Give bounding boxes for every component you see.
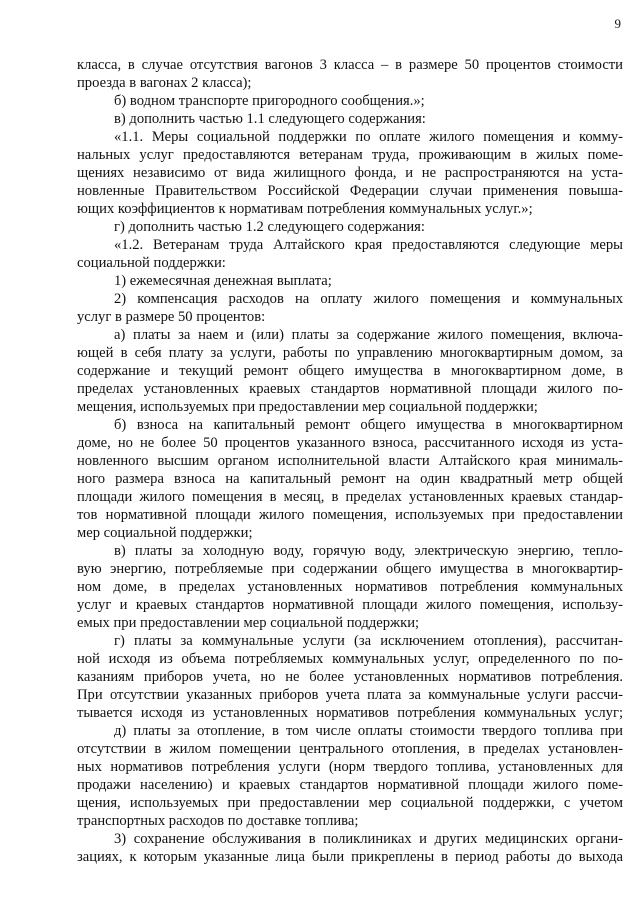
text-line: казаниям приборов учета, но не более установленных нормативов потребления. — [77, 669, 623, 685]
text-line: отсутствии в жилом помещении центрального отопления, в пределах установлен- — [77, 741, 623, 757]
text-line: 2) компенсация расходов на оплату жилого помещения и коммунальных — [114, 291, 623, 307]
text-line: ной исходя из объема потребляемых коммунальных услуг, определенного по по- — [77, 651, 623, 667]
text-line: щениях независимо от вида жилищного фонда, и не распространяются на уста- — [77, 165, 623, 181]
page-number: 9 — [614, 16, 621, 31]
text-line: тывается исходя из установленных нормативов потребления коммунальных услуг; — [77, 705, 623, 721]
text-line: новленные Правительством Российской Федерации случаи применения повыша- — [77, 183, 623, 199]
text-line: нальных услуг предоставляются ветеранам труда, проживающим в жилых поме- — [77, 147, 623, 163]
text-line: новленного высшим органом исполнительной власти Алтайского края минималь- — [77, 453, 623, 469]
text-line: мещения, используемых при предоставлении мер социальной поддержки; — [77, 399, 538, 415]
text-line: тов нормативной площади жилого помещения, используемых при предоставлении — [77, 507, 623, 523]
text-line: 3) сохранение обслуживания в поликлиниках и других медицинских органи- — [114, 831, 623, 847]
text-line: г) дополнить частью 1.2 следующего содержания: — [114, 219, 425, 235]
text-line: б) водном транспорте пригородного сообщения.»; — [114, 93, 425, 109]
text-line: проезда в вагонах 2 класса); — [77, 75, 252, 91]
text-line: в) дополнить частью 1.1 следующего содержания: — [114, 111, 426, 127]
text-line: «1.2. Ветеранам труда Алтайского края предоставляются следующие меры — [114, 237, 623, 253]
text-line: площади жилого помещения в месяц, в пределах установленных краевых стандар- — [77, 489, 623, 505]
text-line: ном доме, в пределах установленных нормативов потребления коммунальных — [77, 579, 623, 595]
body-text — [77, 56, 623, 866]
text-line: б) взноса на капитальный ремонт общего имущества в многоквартирном — [114, 417, 623, 433]
text-line: ных нормативов потребления услуги (норм твердого топлива, установленных для — [77, 759, 623, 775]
text-line: ного размера взноса на капитальный ремонт на один квадратный метр общей — [77, 471, 623, 487]
text-line: При отсутствии указанных приборов учета плата за коммунальные услуги рассчи- — [77, 687, 623, 703]
text-line: щения, используемых при предоставлении мер социальной поддержки, с учетом — [77, 795, 623, 811]
text-line: д) платы за отопление, в том числе оплаты стоимости твердого топлива при — [114, 723, 623, 739]
text-line: класса, в случае отсутствия вагонов 3 класса – в размере 50 процентов стоимости — [77, 57, 623, 73]
text-line: зациях, к которым указанные лица были прикреплены в период работы до выхода — [77, 849, 623, 865]
text-line: социальной поддержки: — [77, 255, 226, 271]
text-line: содержание и текущий ремонт общего имущества в многоквартирном доме, в — [77, 363, 623, 379]
text-line: услуг и краевых стандартов нормативной площади жилого помещения, использу- — [77, 597, 623, 613]
text-line: ющей в себя плату за услуги, работы по управлению многоквартирным домом, за — [77, 345, 623, 361]
text-line: емых при предоставлении мер социальной поддержки; — [77, 615, 420, 631]
text-line: мер социальной поддержки; — [77, 525, 253, 541]
text-line: ющих коэффициентов к нормативам потребления коммунальных услуг.»; — [77, 201, 533, 217]
text-line: г) платы за коммунальные услуги (за исключением отопления), рассчитан- — [114, 633, 623, 649]
text-line: 1) ежемесячная денежная выплата; — [114, 273, 332, 289]
text-line: пределах установленных краевых стандартов нормативной площади жилого по- — [77, 381, 623, 397]
text-line: а) платы за наем и (или) платы за содержание жилого помещения, включа- — [114, 327, 623, 343]
text-line: продажи населению) и краевых стандартов нормативной площади жилого поме- — [77, 777, 623, 793]
text-line: в) платы за холодную воду, горячую воду, электрическую энергию, тепло- — [114, 543, 623, 559]
text-line: доме, но не более 50 процентов указанного взноса, рассчитанного исходя из уста- — [77, 435, 623, 451]
text-line: услуг в размере 50 процентов: — [77, 309, 266, 325]
text-line: «1.1. Меры социальной поддержки по оплате жилого помещения и комму- — [114, 129, 623, 145]
text-line: транспортных расходов по доставке топлива; — [77, 813, 359, 829]
text-line: вую энергию, потребляемые при содержании общего имущества в многоквартир- — [77, 561, 623, 577]
